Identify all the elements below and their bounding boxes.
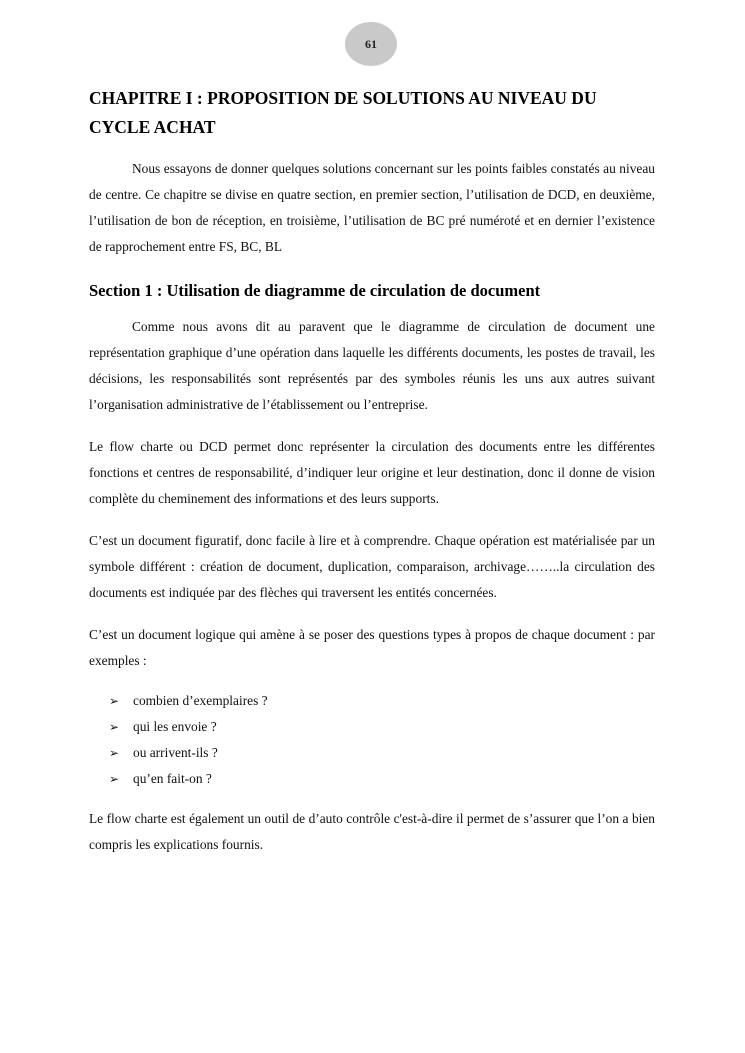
paragraph-figuratif: C’est un document figuratif, donc facile à lire et à comprendre. Chaque opération est matérialisée par un symbole différent : création de document, duplication, comparaison, archivage……..la circulation des documents est indiquée par des flèches qui traversent les entités concernées. — [89, 533, 655, 600]
list-item — [109, 714, 655, 740]
arrow-bullet-icon: ➢ — [109, 746, 120, 760]
chapter-title: CHAPITRE I : PROPOSITION DE SOLUTIONS AU NIVEAU DU CYCLE ACHAT — [89, 88, 597, 137]
closing-paragraph: Le flow charte est également un outil de d’auto contrôle c'est-à-dire il permet de s’assurer que l’on a bien compris les explications fournis. — [89, 811, 655, 852]
list-item — [109, 688, 655, 714]
section-title: Section 1 : Utilisation de diagramme de circulation de document — [89, 281, 541, 300]
intro-paragraph: Nous essayons de donner quelques solutions concernant sur les points faibles constatés au niveau de centre. Ce chapitre se divise en quatre section, en premier section, l’utilisation de DCD, en deuxième, l’utilisation de bon de réception, en troisième, l’utilisation de BC pré numéroté et en dernier l’existence de rapprochement entre FS, BC, BL — [89, 161, 655, 254]
paragraph-logique: C’est un document logique qui amène à se poser des questions types à propos de chaque document : par exemples : — [89, 627, 655, 668]
page-number: 61 — [345, 22, 397, 66]
arrow-bullet-icon: ➢ — [109, 772, 120, 786]
paragraph-flow-charte: Le flow charte ou DCD permet donc représenter la circulation des documents entre les différentes fonctions et centres de responsabilité, d’indiquer leur origine et leur destination, donc il donne de vision complète du cheminement des informations et des leurs supports. — [89, 439, 655, 506]
list-item — [109, 740, 655, 766]
list-item-text: ou arrivent-ils ? — [133, 745, 218, 760]
arrow-bullet-icon: ➢ — [109, 720, 120, 734]
arrow-bullet-icon: ➢ — [109, 694, 120, 708]
list-item-text: qui les envoie ? — [133, 719, 217, 734]
list-item — [109, 766, 655, 792]
paragraph-definition: Comme nous avons dit au paravent que le diagramme de circulation de document une représentation graphique d’une opération dans laquelle les différents documents, les postes de travail, les décisions, les responsabilités sont représentés par des symboles réunis les uns aux autres suivant l’organisation administrative de l’établissement ou l’entreprise. — [89, 319, 655, 412]
questions-list — [89, 688, 655, 792]
list-item-text: combien d’exemplaires ? — [133, 693, 268, 708]
list-item-text: qu’en fait-on ? — [133, 771, 212, 786]
document-body — [89, 84, 655, 858]
